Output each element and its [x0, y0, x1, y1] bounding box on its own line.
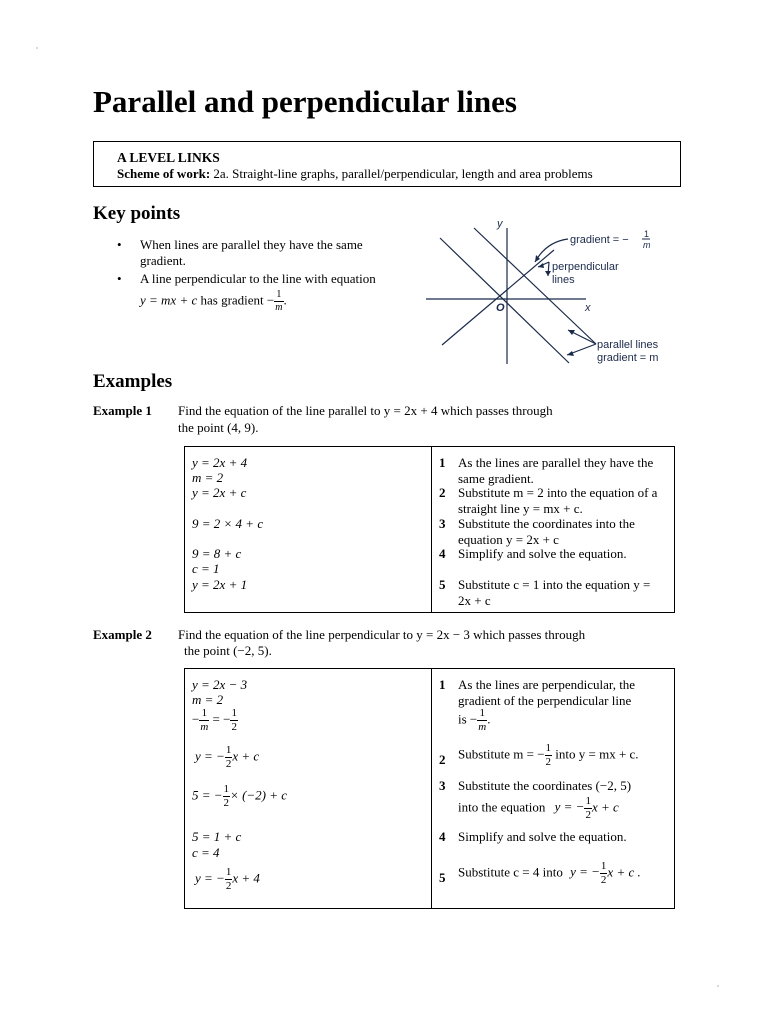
step-text: Substitute c = 1 into the equation y = 2x + c [458, 577, 651, 608]
y-axis-label: y [497, 218, 503, 230]
example-2-question-line2: the point (−2, 5). [184, 643, 272, 658]
working-line: c = 1 [192, 561, 220, 576]
key-points-heading: Key points [93, 203, 181, 224]
example-2-question-line1: Find the equation of the line perpendicular to y = 2x − 3 which passes through [178, 627, 586, 642]
formula-text: has gradient [200, 292, 264, 308]
gradient-den: m [643, 240, 651, 250]
key-point-formula: y = mx + c has gradient − $\frac{1}{m}$ . [140, 289, 287, 313]
formula-lhs: y = mx + c [140, 292, 198, 308]
working-line: m = 2 [192, 470, 224, 485]
bullet: • [117, 271, 122, 286]
working-line: y = 2x − 3 [192, 677, 248, 692]
working-line: y = 2x + c [192, 485, 247, 500]
step-text: As the lines are perpendicular, the gradient of the perpendicular line [458, 677, 636, 708]
parallel-label-2: gradient = m [597, 352, 659, 364]
example-1-table [184, 446, 675, 613]
key-point-text: When lines are parallel they have the same gradient. [140, 237, 363, 268]
working-line: m = 2 [192, 692, 224, 707]
step-text: Substitute the coordinates into the equation y = 2x + c [458, 516, 635, 547]
working-line: y = − $\frac{1}{2}$ x + 4 [195, 866, 260, 892]
key-point-text: A line perpendicular to the line with equation [140, 271, 376, 286]
step-text: Substitute m = 2 into the equation of a straight line y = mx + c. [458, 485, 658, 516]
step-number: 1 [439, 677, 446, 692]
step-number: 2 [439, 752, 446, 767]
working-line: 5 = 1 + c [192, 829, 242, 844]
scheme-label: Scheme of work: [117, 166, 211, 181]
example-2-table [184, 668, 675, 909]
step-number: 1 [439, 455, 446, 470]
working-line: y = 2x + 4 [192, 455, 248, 470]
examples-heading: Examples [93, 371, 173, 392]
perp-label-2: lines [552, 274, 575, 286]
scan-speck [36, 47, 38, 49]
working-line: c = 4 [192, 845, 220, 860]
a-level-links-box [93, 141, 681, 187]
gradient-num: 1 [644, 229, 650, 239]
scan-speck [717, 985, 719, 987]
step-number: 2 [439, 485, 446, 500]
step-text: is − $\frac{1}{m}$ . [458, 707, 491, 733]
step-number: 5 [439, 870, 446, 885]
gradient-fraction: $\frac{1}{m}$ [275, 289, 283, 313]
example-1-question-line1: Find the equation of the line parallel to y = 2x + 4 which passes through [178, 403, 553, 418]
links-heading: A LEVEL LINKS [117, 150, 220, 165]
key-point-1 [117, 237, 402, 269]
formula-sign: − [266, 292, 275, 308]
example-1-question-line2: the point (4, 9). [178, 420, 259, 435]
gradient-arrow [535, 239, 568, 262]
step-text: Substitute c = 4 into y = − $\frac{1}{2}$ x + c . [458, 860, 641, 886]
key-point-2 [117, 271, 410, 287]
working-line: 5 = − $\frac{1}{2}$ × (−2) + c [192, 783, 288, 809]
example-2-label: Example 2 [93, 627, 152, 642]
step-text: into the equation y = − $\frac{1}{2}$ x + c [458, 795, 619, 821]
perpendicular-line [442, 250, 554, 345]
step-number: 3 [439, 778, 446, 793]
step-text: As the lines are parallel they have the same gradient. [458, 455, 654, 486]
gradient-label: gradient = − [570, 234, 629, 246]
step-text: Substitute m = − $\frac{1}{2}$ into y = mx + c. [458, 742, 639, 768]
bullet: • [117, 237, 122, 252]
working-line: y = 2x + 1 [192, 577, 248, 592]
step-text: Simplify and solve the equation. [458, 546, 627, 561]
scheme-of-work [117, 166, 593, 182]
example-1-label: Example 1 [93, 403, 152, 418]
origin-label: O [496, 302, 505, 314]
working-line: 9 = 8 + c [192, 546, 242, 561]
parallel-perpendicular-diagram [418, 212, 680, 370]
working-line: − $\frac{1}{m}$ = − $\frac{1}{2}$ [192, 707, 237, 733]
page-title: Parallel and perpendicular lines [93, 84, 517, 119]
parallel-label-1: parallel lines [597, 339, 659, 351]
step-number: 3 [439, 516, 446, 531]
step-text: Substitute the coordinates (−2, 5) [458, 778, 632, 793]
working-line: y = − $\frac{1}{2}$ x + c [195, 744, 260, 770]
working-line: 9 = 2 × 4 + c [192, 516, 264, 531]
scheme-text: 2a. Straight-line graphs, parallel/perpendicular, length and area problems [213, 166, 593, 181]
step-number: 5 [439, 577, 446, 592]
perp-label-1: perpendicular [552, 261, 619, 273]
step-number: 4 [439, 546, 446, 561]
step-text: Simplify and solve the equation. [458, 829, 627, 844]
x-axis-label: x [585, 302, 591, 314]
step-number: 4 [439, 829, 446, 844]
